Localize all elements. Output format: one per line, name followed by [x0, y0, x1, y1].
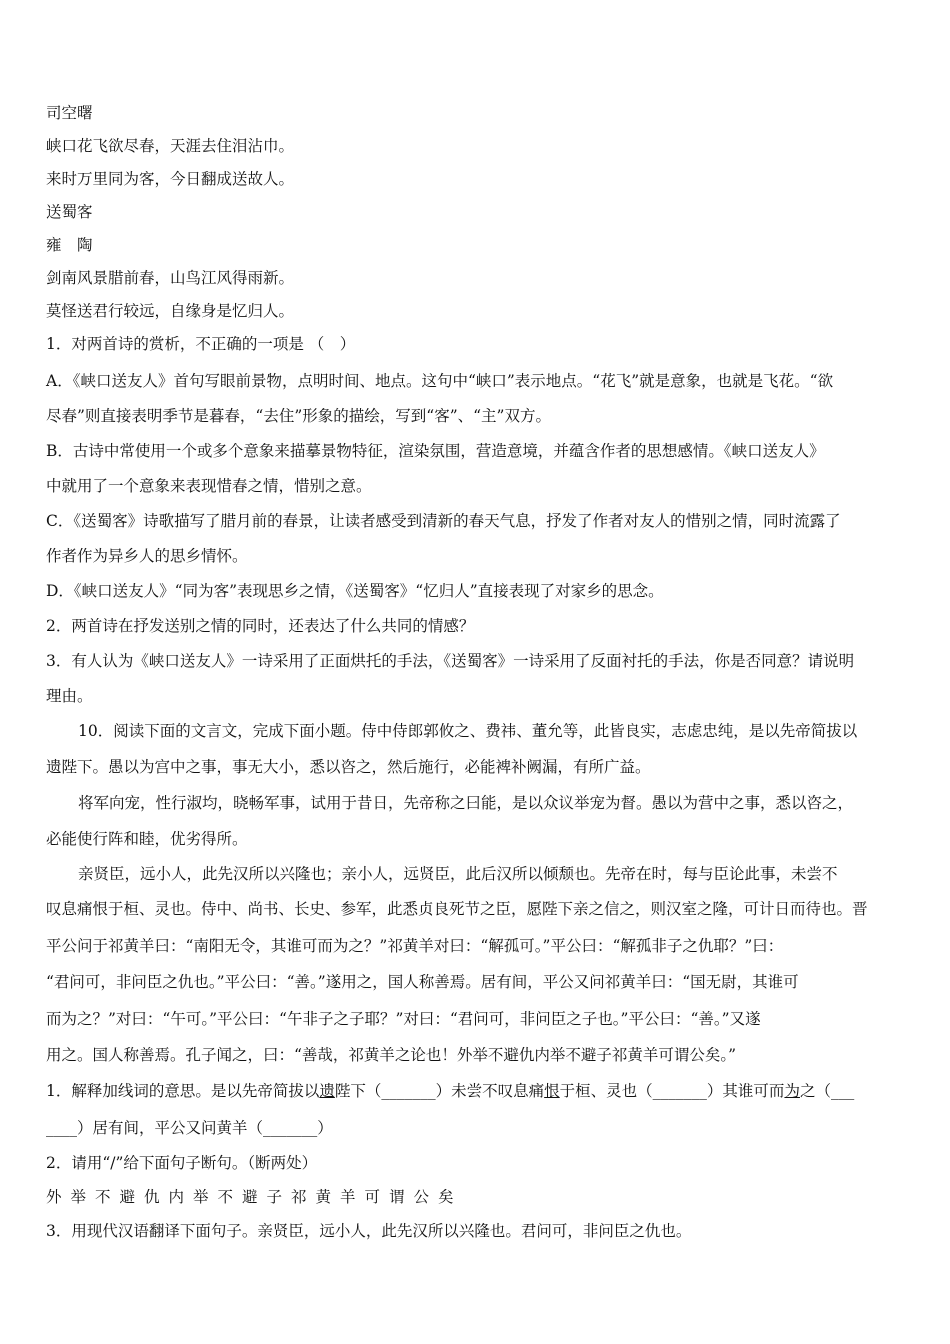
- option-d: D．《峡口送友人》“同为客”表现思乡之情，《送蜀客》“忆归人”直接表现了对家乡的思念。: [46, 582, 664, 600]
- question-3-cont: 理由。: [46, 687, 93, 705]
- passage-paragraph: 将军向宠，性行淑均，晓畅军事，试用于昔日，先帝称之曰能，是以众议举宠为督。愚以为营中之事，悉以咨之，: [78, 794, 854, 812]
- option-c-cont: 作者作为异乡人的思乡情怀。: [46, 547, 248, 565]
- option-b: B．古诗中常使用一个或多个意象来描摹景物特征，渲染氛围，营造意境，并蕴含作者的思想感情。《峡口送友人》: [46, 442, 825, 460]
- vocab-text: 于桓、灵也（_______）其谁可而: [559, 1082, 785, 1100]
- vocab-text: 1．解释加线词的意思。是以先帝简拔以: [46, 1082, 320, 1100]
- underlined-word: 为: [784, 1082, 800, 1100]
- passage-line: 遗陛下。愚以为宫中之事，事无大小，悉以咨之，然后施行，必能裨补阙漏，有所广益。: [46, 758, 651, 776]
- passage-line: 必能使行阵和睦，优劣得所。: [46, 830, 248, 848]
- vocab-question-cont: ____）居有间，平公又问黄羊（_______）: [46, 1119, 333, 1137]
- passage-line: 而为之？”对曰：“午可。”平公曰：“午非子之子耶？”对曰：“君问可，非问臣之子也。”平公曰：“善。”又遂: [46, 1010, 761, 1028]
- vocab-question: [46, 1081, 906, 1101]
- passage-line: 平公问于祁黄羊曰：“南阳无令，其谁可而为之？”祁黄羊对曰：“解孤可。”平公曰：“解孤非子之仇耶？”曰：: [46, 937, 784, 955]
- punctuation-sentence: 外举不避仇内举不避子祁黄羊可谓公矣: [46, 1188, 463, 1206]
- poem-line: 峡口花飞欲尽春，天涯去住泪沾巾。: [46, 137, 295, 155]
- question-1-stem: 1．对两首诗的赏析，不正确的一项是 （ ）: [46, 335, 356, 353]
- passage-intro: 10．阅读下面的文言文，完成下面小题。侍中侍郎郭攸之、费祎、董允等，此皆良实，志虑忠纯，是以先帝简拔以: [78, 722, 858, 740]
- vocab-text: 之（___: [799, 1082, 855, 1100]
- poem-title: 送蜀客: [46, 203, 93, 221]
- translation-question: 3．用现代汉语翻译下面句子。亲贤臣，远小人，此先汉所以兴隆也。君问可，非问臣之仇也。: [46, 1222, 692, 1240]
- passage-paragraph: 亲贤臣，远小人，此先汉所以兴隆也；亲小人，远贤臣，此后汉所以倾颓也。先帝在时，每与臣论此事，未尝不: [78, 865, 838, 883]
- option-a-cont: 尽春”则直接表明季节是暮春，“去住”形象的描绘，写到“客”、“主”双方。: [46, 407, 551, 425]
- punctuation-question: 2．请用“/”给下面句子断句。（断两处）: [46, 1154, 318, 1172]
- question-2: 2．两首诗在抒发送别之情的同时，还表达了什么共同的情感？: [46, 617, 475, 635]
- poem-author: 雍 陶: [46, 236, 93, 254]
- passage-line: 用之。国人称善焉。孔子闻之，曰：“善哉，祁黄羊之论也！外举不避仇内举不避子祁黄羊可谓公矣。”: [46, 1046, 737, 1064]
- vocab-text: 陛下（_______）未尝不叹息痛: [334, 1082, 545, 1100]
- poem-author: 司空曙: [46, 104, 93, 122]
- underlined-word: 遗: [319, 1082, 335, 1100]
- poem-line: 莫怪送君行较远，自缘身是忆归人。: [46, 302, 295, 320]
- question-3: 3．有人认为《峡口送友人》一诗采用了正面烘托的手法，《送蜀客》一诗采用了反面衬托的手法，你是否同意？请说明: [46, 652, 855, 670]
- underlined-word: 恨: [544, 1082, 560, 1100]
- option-c: C．《送蜀客》诗歌描写了腊月前的春景，让读者感受到清新的春天气息，抒发了作者对友人的惜别之情，同时流露了: [46, 512, 841, 530]
- passage-line: “君问可，非问臣之仇也。”平公曰：“善。”遂用之，国人称善焉。居有间，平公又问祁黄羊曰：“国无尉，其谁可: [46, 973, 799, 991]
- poem-line: 剑南风景腊前春，山鸟江风得雨新。: [46, 269, 295, 287]
- option-a: A．《峡口送友人》首句写眼前景物，点明时间、地点。这句中“峡口”表示地点。“花飞”就是意象，也就是飞花。“欲: [46, 372, 834, 390]
- passage-line: 叹息痛恨于桓、灵也。侍中、尚书、长史、参军，此悉贞良死节之臣，愿陛下亲之信之，则汉室之隆，可计日而待也。晋: [46, 900, 868, 918]
- poem-line: 来时万里同为客，今日翻成送故人。: [46, 170, 295, 188]
- option-b-cont: 中就用了一个意象来表现惜春之情，惜别之意。: [46, 477, 372, 495]
